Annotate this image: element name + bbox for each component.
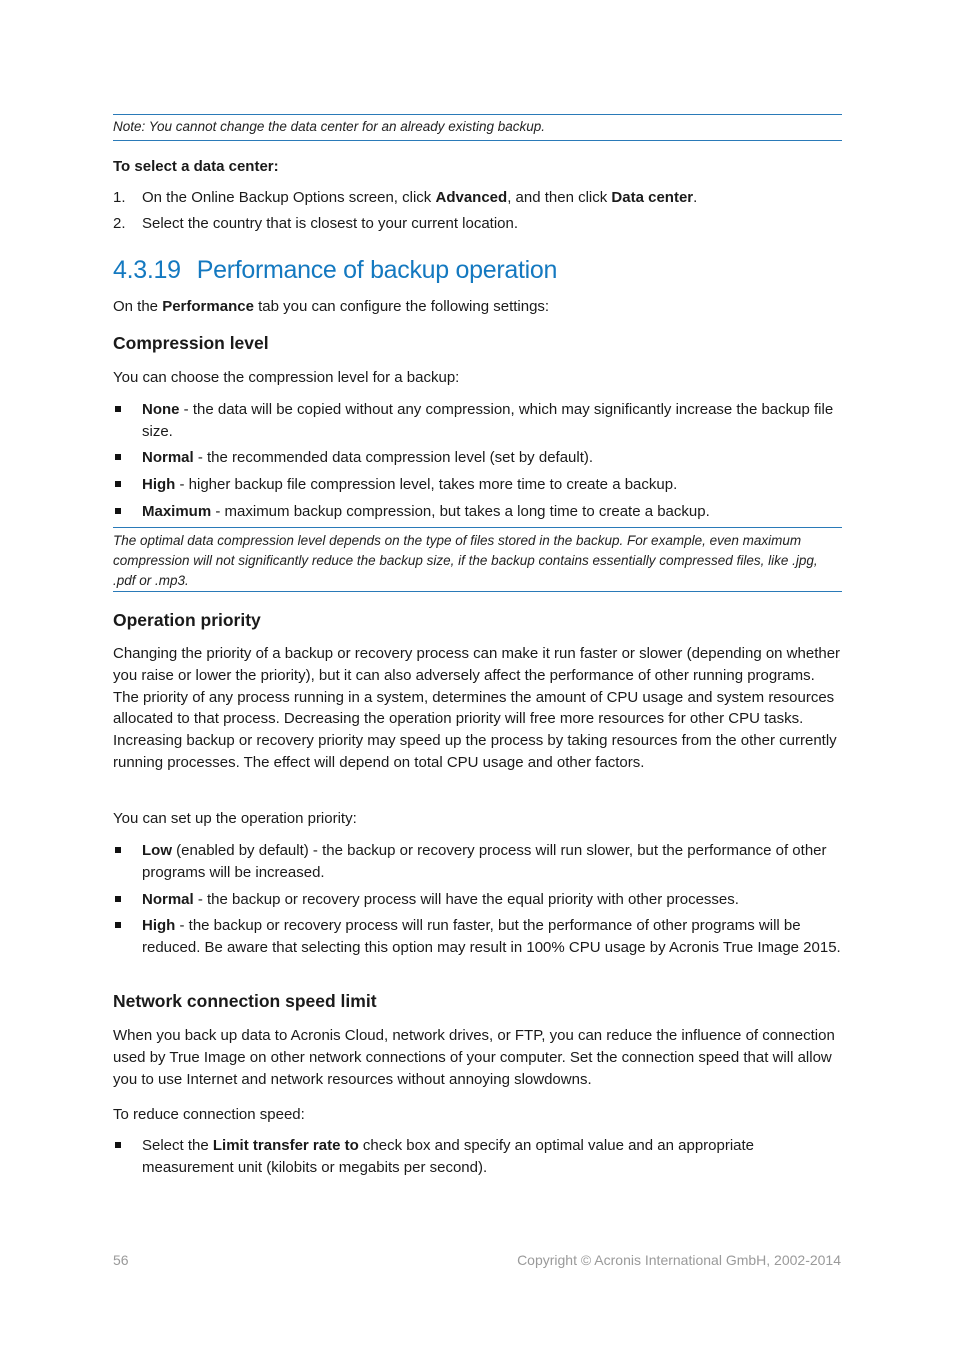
item-text: - the recommended data compression level (set by default). [193,449,594,466]
compression-lead: You can choose the compression level for a backup: [113,369,460,386]
bullet-icon [115,481,121,487]
step-item [113,187,842,209]
item-bold: None [142,401,180,418]
bullet-icon [115,847,121,853]
intro-text: On the [113,298,163,315]
step-text: On the Online Backup Options screen, click [142,189,436,206]
list-item [113,447,842,469]
compression-note [113,527,842,592]
item-text: - the backup or recovery process will run faster, but the performance of other programs will be reduced. Be aware that selecting this option may result in 100% CPU usage by Acronis True Image 2015. [142,917,841,956]
compression-heading: Compression level [113,333,269,353]
bullet-icon [115,406,121,412]
item-text: (enabled by default) - the backup or recovery process will run slower, but the performance of other programs will be increased. [142,842,827,881]
note-text: The optimal data compression level depends on the type of files stored in the backup. For example, even maximum compression will not significantly reduce the backup size, if the backup contains essentially compressed files, like .jpg, .pdf or .mp3. [113,533,818,588]
copyright: Copyright © Acronis International GmbH, 2002-2014 [517,1252,841,1268]
bullet-icon [115,454,121,460]
item-text: - the data will be copied without any compression, which may significantly increase the backup file size. [142,401,834,440]
network-paragraph: When you back up data to Acronis Cloud, network drives, or FTP, you can reduce the influence of connection used by True Image on other network connections of your computer. Set the connection speed that will allow you to use Internet and network resources without annoying slowdowns. [113,1027,835,1088]
step-text: Select the country that is closest to your current location. [142,215,519,232]
item-bold: Limit transfer rate to [212,1137,359,1154]
section-heading [113,256,557,285]
step-bold-advanced: Advanced [435,189,508,206]
list-item [113,474,842,496]
select-data-center-heading: To select a data center: [113,158,279,175]
item-bold: Normal [142,891,194,908]
item-bold: High [142,476,176,493]
section-title: Performance of backup operation [196,256,558,284]
step-bold-data-center: Data center [611,189,694,206]
list-item [113,1135,842,1179]
note-data-center [113,114,842,141]
page-number: 56 [113,1252,129,1268]
list-item [113,840,842,884]
bullet-icon [115,1142,121,1148]
step-item [113,213,842,235]
list-item [113,915,842,959]
network-lead: To reduce connection speed: [113,1106,305,1123]
step-number: 2. [113,215,126,232]
list-item [113,889,842,911]
list-item [113,501,842,523]
item-bold: Normal [142,449,194,466]
note-text: Note: You cannot change the data center for an already existing backup. [113,119,546,134]
step-number: 1. [113,189,126,206]
step-text: . [693,189,698,206]
bullet-icon [115,922,121,928]
item-text: - higher backup file compression level, takes more time to create a backup. [175,476,678,493]
item-text: - the backup or recovery process will have the equal priority with other processes. [193,891,739,908]
item-text: Select the [142,1137,213,1154]
priority-heading: Operation priority [113,610,261,630]
bullet-icon [115,508,121,514]
list-item [113,399,842,443]
item-bold: Maximum [142,503,212,520]
section-number: 4.3.19 [113,256,181,284]
network-heading: Network connection speed limit [113,991,377,1011]
intro-text: tab you can configure the following settings: [253,298,550,315]
intro-bold: Performance [162,298,254,315]
priority-lead: You can set up the operation priority: [113,810,357,827]
priority-paragraph: Changing the priority of a backup or recovery process can make it run faster or slower (depending on whether you raise or lower the priority), but it can also adversely affect the performance of other running programs. The priority of any process running in a system, determines the amount of CPU usage and system resources allocated to that process. Decreasing the operation priority will free more resources for other CPU tasks. Increasing backup or recovery priority may speed up the process by taking resources from the other currently running processes. The effect will depend on total CPU usage and other factors. [113,645,841,771]
item-text: - maximum backup compression, but takes a long time to create a backup. [211,503,710,520]
item-bold: High [142,917,176,934]
step-text: , and then click [507,189,612,206]
section-intro [113,296,842,318]
item-text: check box and specify an optimal value and an appropriate measurement unit (kilobits or megabits per second). [142,1137,755,1176]
bullet-icon [115,896,121,902]
item-bold: Low [142,842,172,859]
